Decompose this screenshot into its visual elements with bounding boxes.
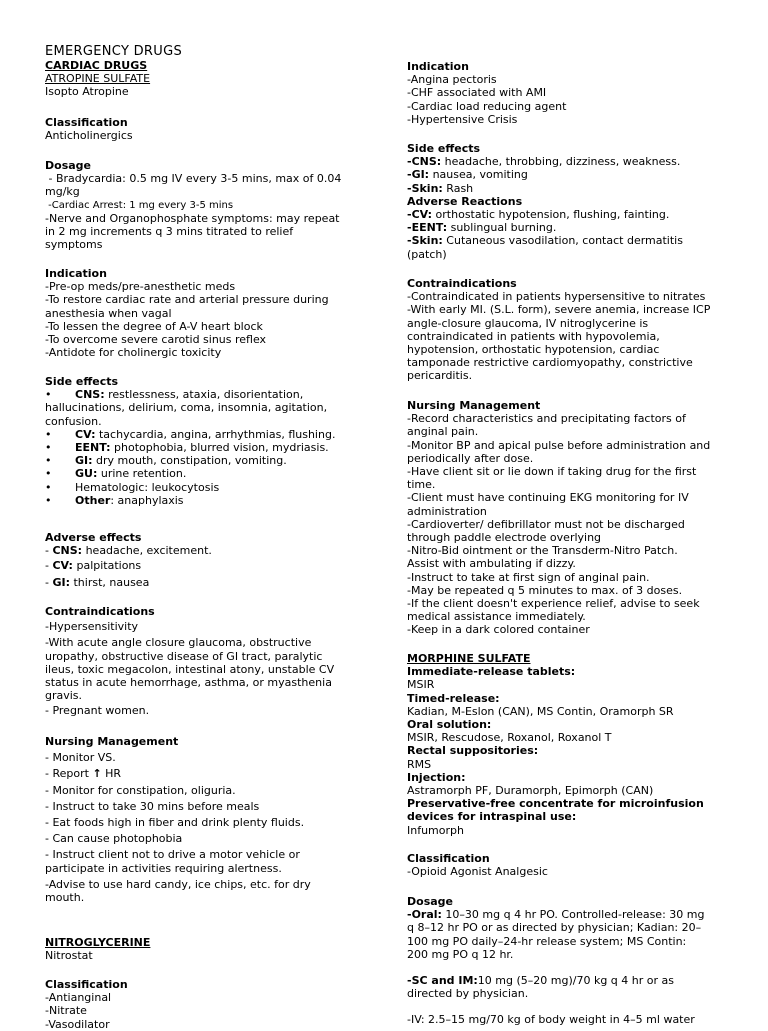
brand-name: Isopto Atropine bbox=[45, 85, 129, 99]
side-effects-heading: Side effects bbox=[45, 375, 119, 388]
form-text: MSIR bbox=[407, 678, 435, 692]
adverse-heading: Adverse Reactions bbox=[407, 194, 523, 208]
nursing-line: - Can cause photophobia bbox=[45, 832, 183, 846]
form-text: RMS bbox=[407, 757, 432, 771]
dosage-line bbox=[407, 974, 704, 987]
side-effect-text: nausea, vomiting bbox=[429, 168, 528, 182]
contra-line: angle-closure glaucoma, IV nitroglycerine is bbox=[407, 316, 649, 330]
contra-heading: Contraindications bbox=[407, 277, 517, 290]
nitro-contraindications bbox=[407, 277, 710, 383]
form-label: Oral solution: bbox=[407, 718, 492, 732]
nursing-line: -Nitro-Bid ointment or the Transderm-Nitro Patch. bbox=[407, 544, 678, 558]
bullet-icon: • bbox=[45, 480, 52, 494]
bullet-item bbox=[45, 454, 335, 467]
bullet-item bbox=[45, 467, 335, 480]
bullet-icon: • bbox=[45, 467, 52, 481]
side-effect-label: -Skin: bbox=[407, 181, 443, 195]
bullet-item bbox=[45, 481, 335, 494]
form-label: Rectal suppositories: bbox=[407, 744, 539, 758]
contra-line: - Pregnant women. bbox=[45, 704, 150, 718]
side-effect-label: -GI: bbox=[407, 168, 430, 182]
nursing-line: -Instruct to take at first sign of anginal pain. bbox=[407, 570, 650, 584]
classification-line: -Nitrate bbox=[45, 1004, 87, 1018]
bullet-item bbox=[45, 428, 335, 441]
adverse-text: thirst, nausea bbox=[70, 575, 150, 589]
adverse-label: CNS: bbox=[52, 544, 83, 558]
bullet-icon: • bbox=[45, 493, 52, 507]
adverse-text: sublingual burning. bbox=[447, 221, 557, 235]
atropine-header bbox=[45, 59, 365, 99]
contra-line: contraindicated in patients with hypovolemia, bbox=[407, 329, 660, 343]
nursing-line: -Record characteristics and precipitating factors of bbox=[407, 412, 686, 426]
contra-heading: Contraindications bbox=[45, 605, 155, 618]
nursing-line: administration bbox=[407, 504, 487, 518]
bullet-label: Other bbox=[75, 493, 111, 507]
brand-name: Nitrostat bbox=[45, 949, 93, 963]
indication-line: -To overcome severe carotid sinus reflex bbox=[45, 333, 267, 347]
contra-line: status in acute hemorrhage, asthma, or myasthenia bbox=[45, 676, 332, 690]
bullet-icon: • bbox=[45, 388, 52, 402]
adverse-item bbox=[407, 208, 683, 221]
nursing-heading: Nursing Management bbox=[407, 399, 541, 412]
nursing-line: -If the client doesn't experience relief, advise to seek bbox=[407, 597, 700, 611]
side-effect-item bbox=[407, 182, 683, 195]
dosage-line: symptoms bbox=[45, 238, 103, 252]
side-effect-item bbox=[407, 155, 683, 168]
bullet-text: photophobia, blurred vision, mydriasis. bbox=[110, 441, 329, 455]
side-effects-heading: Side effects bbox=[407, 142, 481, 155]
dosage-line: in 2 mg increments q 3 mins titrated to relief bbox=[45, 225, 294, 239]
adverse-item bbox=[45, 559, 212, 572]
atropine-adverse-effects bbox=[45, 531, 212, 589]
indication-line: -To restore cardiac rate and arterial pressure during bbox=[45, 293, 329, 307]
nitro-indication bbox=[407, 60, 566, 126]
form-text: Astramorph PF, Duramorph, Epimorph (CAN) bbox=[407, 784, 654, 798]
dosage-line: -IV: 2.5–15 mg/70 kg of body weight in 4–5 ml water bbox=[407, 1013, 695, 1027]
morphine-classification bbox=[407, 852, 548, 878]
indication-line: -CHF associated with AMI bbox=[407, 86, 547, 100]
nursing-line: time. bbox=[407, 478, 436, 492]
bullet-item bbox=[45, 441, 335, 454]
contra-line: -With acute angle closure glaucoma, obstructive bbox=[45, 636, 312, 650]
nursing-line: Assist with ambulating if dizzy. bbox=[407, 557, 576, 571]
nitro-classification bbox=[45, 978, 128, 1031]
contra-line: gravis. bbox=[45, 689, 83, 703]
nursing-line: medical assistance immediately. bbox=[407, 610, 586, 624]
nursing-heading: Nursing Management bbox=[45, 735, 179, 748]
nursing-line: -May be repeated q 5 minutes to max. of 3 doses. bbox=[407, 583, 683, 597]
classification-line: -Antianginal bbox=[45, 991, 112, 1005]
contra-line: tamponade restrictive cardiomyopathy, constrictive bbox=[407, 356, 693, 370]
bullet-icon: • bbox=[45, 441, 52, 455]
indication-line: anesthesia when vagal bbox=[45, 306, 172, 320]
dosage-line: q 8–12 hr PO or as directed by physician; Kadian: 20– bbox=[407, 921, 702, 935]
nitro-side-effects bbox=[407, 142, 683, 261]
side-effect-text: Rash bbox=[442, 181, 474, 195]
indication-line: -Cardiac load reducing agent bbox=[407, 99, 567, 113]
nitroglycerine-header bbox=[45, 936, 150, 962]
form-text: Infumorph bbox=[407, 823, 464, 837]
indication-line: -Antidote for cholinergic toxicity bbox=[45, 346, 222, 360]
adverse-text: palpitations bbox=[72, 559, 142, 573]
adverse-text: orthostatic hypotension, flushing, fainting. bbox=[432, 208, 670, 222]
form-label: Timed-release: bbox=[407, 691, 500, 705]
indication-line: -Angina pectoris bbox=[407, 73, 497, 87]
dosage-line bbox=[407, 908, 704, 921]
nitro-nursing bbox=[407, 399, 710, 637]
nursing-line: -Client must have continuing EKG monitoring for IV bbox=[407, 491, 689, 505]
bullet-text: dry mouth, constipation, vomiting. bbox=[92, 454, 287, 468]
arrow-up-icon: ↑ bbox=[92, 767, 102, 781]
atropine-nursing bbox=[45, 735, 311, 904]
adverse-label: -CV: bbox=[407, 208, 433, 222]
adverse-label: -EENT: bbox=[407, 221, 448, 235]
nursing-line: - Eat foods high in fiber and drink plenty fluids. bbox=[45, 816, 305, 830]
section-heading: CARDIAC DRUGS bbox=[45, 59, 148, 72]
drug-name: NITROGLYCERINE bbox=[45, 936, 151, 949]
drug-name: MORPHINE SULFATE bbox=[407, 652, 531, 665]
nursing-line: - Instruct to take 30 mins before meals bbox=[45, 799, 260, 813]
adverse-item bbox=[407, 234, 683, 247]
classification-heading: Classification bbox=[407, 852, 490, 865]
dosage-line: -Nerve and Organophosphate symptoms: may repeat bbox=[45, 211, 340, 225]
form-label: Preservative-free concentrate for microinfusion bbox=[407, 797, 704, 811]
page-title: EMERGENCY DRUGS bbox=[45, 44, 182, 59]
adverse-item bbox=[407, 221, 683, 234]
indication-heading: Indication bbox=[407, 60, 469, 73]
adverse-label: CV: bbox=[52, 559, 73, 573]
indication-line: -Hypertensive Crisis bbox=[407, 112, 518, 126]
dosage-line: 100 mg PO daily–24-hr release system; MS Contin: bbox=[407, 934, 687, 948]
nursing-line: mouth. bbox=[45, 891, 85, 905]
classification-text: -Opioid Agonist Analgesic bbox=[407, 865, 548, 879]
adverse-text: headache, excitement. bbox=[82, 544, 212, 558]
adverse-label: GI: bbox=[52, 575, 70, 589]
side-effect-label: -CNS: bbox=[407, 155, 442, 169]
nursing-line: -Keep in a dark colored container bbox=[407, 623, 590, 637]
dosage-line: -Cardiac Arrest: 1 mg every 3-5 mins bbox=[45, 199, 234, 211]
contra-line: -Contraindicated in patients hypersensitive to nitrates bbox=[407, 290, 706, 304]
bullet-text: Hematologic: leukocytosis bbox=[75, 480, 220, 494]
dosage-text: 10 mg (5–20 mg)/70 kg q 4 hr or as bbox=[477, 974, 674, 988]
nursing-line: participate in activities requiring alertness. bbox=[45, 861, 282, 875]
form-label: Injection: bbox=[407, 770, 466, 784]
nursing-line: - Monitor for constipation, oliguria. bbox=[45, 783, 236, 797]
nursing-line: -Advise to use hard candy, ice chips, etc. for dry bbox=[45, 877, 311, 891]
dosage-line: mg/kg bbox=[45, 185, 80, 199]
dosage-text: 10–30 mg q 4 hr PO. Controlled-release: 30 mg bbox=[441, 908, 705, 922]
bullet-label: GI: bbox=[75, 454, 93, 468]
side-effect-item bbox=[407, 168, 683, 181]
bullet-text: urine retention. bbox=[97, 467, 187, 481]
bullet-icon: • bbox=[45, 427, 52, 441]
bullet-label: CV: bbox=[75, 427, 96, 441]
contra-line: pericarditis. bbox=[407, 369, 473, 383]
atropine-contraindications bbox=[45, 605, 334, 718]
bullet-text: tachycardia, angina, arrhythmias, flushing. bbox=[95, 427, 336, 441]
nursing-line: -Cardioverter/ defibrillator must not be discharged bbox=[407, 517, 685, 531]
morphine-section bbox=[407, 652, 704, 837]
contra-line: -Hypersensitivity bbox=[45, 620, 139, 634]
bullet-text: restlessness, ataxia, disorientation, bbox=[104, 388, 304, 402]
nursing-line: anginal pain. bbox=[407, 425, 479, 439]
classification-heading: Classification bbox=[45, 116, 128, 129]
classification-text: Anticholinergics bbox=[45, 129, 133, 143]
adverse-prefix: - bbox=[45, 559, 53, 573]
report-prefix: - Report bbox=[45, 767, 93, 781]
contra-line: -With early MI. (S.L. form), severe anemia, increase ICP bbox=[407, 303, 711, 317]
dosage-label: -SC and IM: bbox=[407, 974, 478, 988]
dosage-line: directed by physician. bbox=[407, 987, 529, 1001]
atropine-dosage bbox=[45, 159, 341, 251]
nursing-line: -Monitor BP and apical pulse before administration and bbox=[407, 438, 711, 452]
adverse-text: Cutaneous vasodilation, contact dermatitis bbox=[442, 234, 683, 248]
form-text: MSIR, Rescudose, Roxanol, Roxanol T bbox=[407, 731, 612, 745]
dosage-heading: Dosage bbox=[45, 159, 91, 172]
contra-line: uropathy, obstructive disease of GI tract, paralytic bbox=[45, 649, 323, 663]
bullet-label: GU: bbox=[75, 467, 98, 481]
bullet-text: : anaphylaxis bbox=[110, 493, 184, 507]
adverse-item bbox=[45, 544, 212, 557]
adverse-cont: (patch) bbox=[407, 247, 447, 261]
nursing-line: - Monitor VS. bbox=[45, 751, 116, 765]
atropine-classification bbox=[45, 116, 133, 142]
bullet-icon: • bbox=[45, 454, 52, 468]
classification-heading: Classification bbox=[45, 978, 128, 991]
contra-line: ileus, toxic megacolon, intestinal atony, unstable CV bbox=[45, 662, 335, 676]
adverse-label: -Skin: bbox=[407, 234, 443, 248]
bullet-item bbox=[45, 388, 335, 401]
contra-line: hypotension, orthostatic hypotension, cardiac bbox=[407, 343, 660, 357]
atropine-side-effects bbox=[45, 375, 335, 507]
atropine-indication bbox=[45, 267, 329, 359]
morphine-dosage bbox=[407, 895, 704, 1027]
form-label: devices for intraspinal use: bbox=[407, 810, 577, 824]
bullet-cont: confusion. bbox=[45, 414, 102, 428]
dosage-line: 200 mg PO q 12 hr. bbox=[407, 947, 514, 961]
nursing-line: through paddle electrode overlying bbox=[407, 531, 602, 545]
side-effect-text: headache, throbbing, dizziness, weakness. bbox=[441, 155, 681, 169]
bullet-item bbox=[45, 494, 335, 507]
nursing-line: - Instruct client not to drive a motor vehicle or bbox=[45, 848, 300, 862]
dosage-heading: Dosage bbox=[407, 895, 453, 908]
form-text: Kadian, M-Eslon (CAN), MS Contin, Oramorph SR bbox=[407, 704, 674, 718]
adverse-prefix: - bbox=[45, 544, 53, 558]
dosage-label: -Oral: bbox=[407, 908, 442, 922]
indication-line: -To lessen the degree of A-V heart block bbox=[45, 319, 263, 333]
classification-line: -Vasodilator bbox=[45, 1017, 110, 1031]
form-label: Immediate-release tablets: bbox=[407, 665, 576, 679]
adverse-prefix: - bbox=[45, 575, 53, 589]
nursing-line bbox=[45, 767, 311, 780]
adverse-heading: Adverse effects bbox=[45, 531, 142, 544]
dosage-line: - Bradycardia: 0.5 mg IV every 3-5 mins, max of 0.04 bbox=[45, 172, 342, 186]
adverse-item bbox=[45, 576, 212, 589]
bullet-label: CNS: bbox=[75, 388, 105, 402]
indication-heading: Indication bbox=[45, 267, 107, 280]
report-suffix: HR bbox=[101, 767, 122, 781]
nursing-line: periodically after dose. bbox=[407, 451, 534, 465]
bullet-label: EENT: bbox=[75, 441, 111, 455]
bullet-cont: hallucinations, delirium, coma, insomnia, agitation, bbox=[45, 401, 328, 415]
drug-name: ATROPINE SULFATE bbox=[45, 72, 151, 86]
indication-line: -Pre-op meds/pre-anesthetic meds bbox=[45, 280, 236, 294]
nursing-line: -Have client sit or lie down if taking drug for the first bbox=[407, 465, 697, 479]
